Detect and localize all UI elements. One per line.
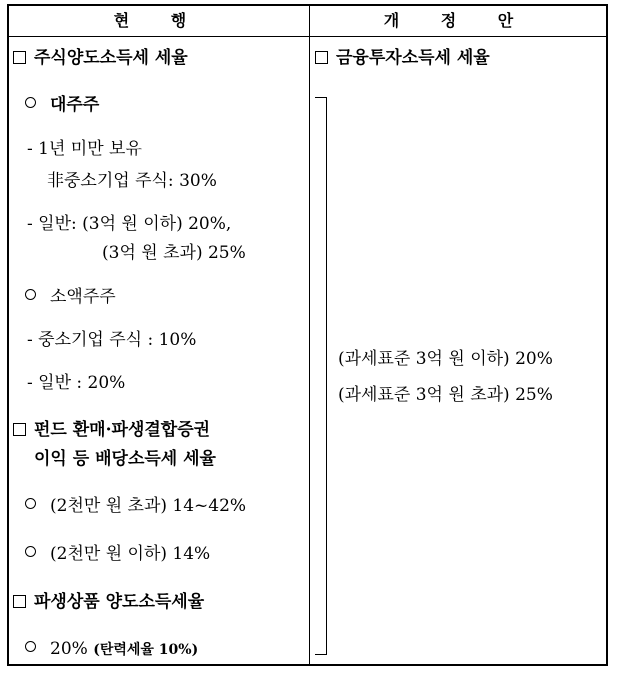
bracket-line xyxy=(315,97,327,655)
section2-title-line2: 이익 등 배당소득세 세율 xyxy=(34,449,216,469)
major-shareholder-label: 대주주 xyxy=(50,95,100,115)
proposed-rate-line1: (과세표준 3억 원 이하) 20% xyxy=(338,349,553,369)
checkbox-square-icon xyxy=(13,51,26,64)
checkbox-square-icon xyxy=(13,595,26,608)
proposed-rate-line2: (과세표준 3억 원 초과) 25% xyxy=(338,385,553,405)
section1-title: 주식양도소득세 세율 xyxy=(34,48,188,68)
circle-bullet-icon xyxy=(25,498,36,509)
sme-stock-rate: - 중소기업 주식 : 10% xyxy=(27,330,197,350)
general-line2: (3억 원 초과) 25% xyxy=(102,243,246,263)
section-fund-dividend-tax xyxy=(13,419,210,441)
circle-bullet-icon xyxy=(25,97,36,108)
circle-bullet-icon xyxy=(25,546,36,557)
under-one-year-line2: 非중소기업 주식: 30% xyxy=(47,171,217,191)
dividend-under-label: (2천만 원 이하) 14% xyxy=(50,544,211,564)
section-stock-transfer-tax xyxy=(13,47,188,69)
item-dividend-over xyxy=(25,495,246,517)
circle-bullet-icon xyxy=(25,641,36,652)
circle-bullet-icon xyxy=(25,289,36,300)
item-dividend-under xyxy=(25,543,210,565)
header-current: 현 행 xyxy=(113,11,205,30)
comparison-table xyxy=(7,4,608,666)
general-minor-rate: - 일반 : 20% xyxy=(27,373,126,393)
dividend-over-label: (2천만 원 초과) 14~42% xyxy=(50,496,247,516)
item-minor-shareholder xyxy=(25,286,116,308)
item-derivative-rate xyxy=(25,638,198,661)
derivative-rate-label: 20% xyxy=(50,639,88,659)
general-line1: - 일반: (3억 원 이하) 20%, xyxy=(27,214,232,234)
column-divider xyxy=(309,6,310,664)
checkbox-square-icon xyxy=(13,423,26,436)
header-proposed: 개 정 안 xyxy=(383,11,532,30)
item-major-shareholder xyxy=(25,94,99,116)
minor-shareholder-label: 소액주주 xyxy=(50,287,116,307)
under-one-year-line1: - 1년 미만 보유 xyxy=(27,139,142,159)
section2-title-line1: 펀드 환매·파생결합증권 xyxy=(34,420,211,440)
section-derivative-tax xyxy=(13,591,204,613)
derivative-flexible-label: (탄력세율 10%) xyxy=(93,642,199,658)
section-financial-investment-tax xyxy=(315,47,490,69)
section3-title: 파생상품 양도소득세율 xyxy=(34,592,205,612)
proposed-section-title: 금융투자소득세 세율 xyxy=(336,48,490,68)
table-header xyxy=(9,6,606,37)
checkbox-square-icon xyxy=(315,51,328,64)
